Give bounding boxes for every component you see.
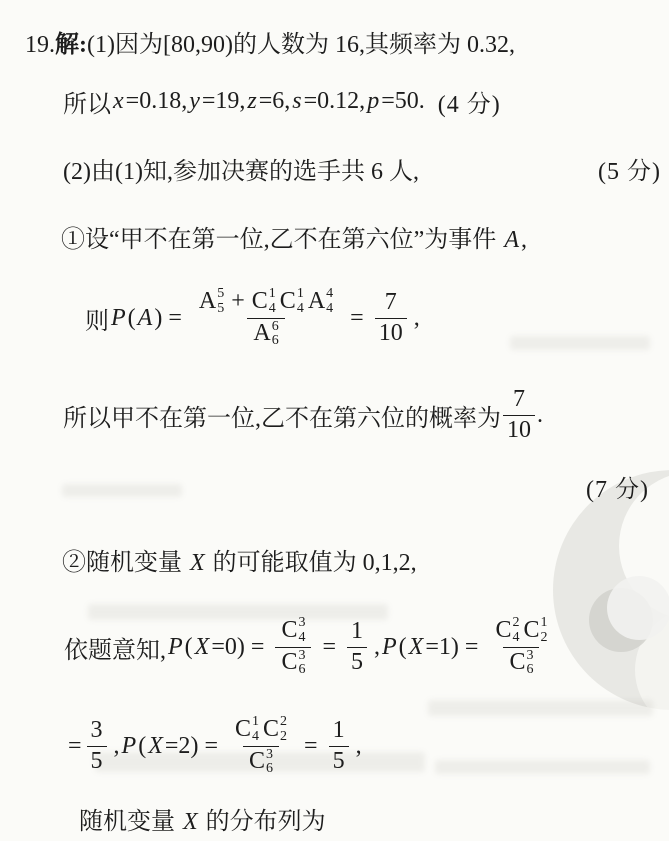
fraction-denominator	[503, 647, 539, 678]
symbol-scripts	[512, 616, 519, 645]
superscript: 1	[252, 714, 259, 730]
combination-symbol	[252, 287, 276, 316]
paren-close: )	[450, 633, 459, 660]
symbol-base: C	[281, 649, 298, 676]
math-variable-A: A	[137, 304, 153, 331]
scan-smudge	[435, 760, 650, 774]
fraction-probability	[503, 386, 535, 444]
combination-symbol	[263, 715, 287, 744]
text-segment: 的分布列为	[199, 809, 326, 835]
value-segment: =0	[211, 633, 237, 660]
math-variable-X: X	[194, 633, 210, 660]
fraction-combinations	[489, 616, 553, 678]
fraction-numerator	[229, 715, 293, 745]
symbol-scripts	[326, 287, 333, 316]
line-part1-reason	[25, 24, 515, 59]
subscript: 4	[268, 300, 276, 316]
symbol-scripts	[297, 287, 304, 316]
paren-close: )	[190, 732, 199, 759]
symbol-scripts	[540, 616, 547, 645]
symbol-scripts	[266, 748, 273, 777]
fraction-numerator	[275, 616, 311, 646]
symbol-base: C	[263, 716, 280, 743]
subscript: 2	[280, 728, 288, 744]
subscript: 6	[526, 662, 534, 678]
superscript: 2	[512, 615, 520, 631]
text-segment: =0.18,	[125, 88, 188, 114]
equals-sign: =	[68, 732, 82, 759]
symbol-scripts	[298, 616, 305, 645]
comma: ,	[113, 732, 120, 759]
combination-symbol	[523, 616, 547, 645]
symbol-scripts	[280, 715, 287, 744]
subscript: 6	[266, 761, 273, 777]
paren-close: )	[236, 633, 245, 660]
score-mark-4: (4 分)	[437, 92, 501, 118]
combination-symbol	[281, 616, 305, 645]
fraction-arrangements	[193, 287, 339, 349]
line-formula-distribution-2	[68, 704, 362, 788]
symbol-base: C	[495, 617, 512, 644]
text-segment: =0.12,	[303, 88, 366, 114]
fraction-result	[375, 289, 407, 347]
symbol-scripts	[269, 287, 276, 316]
fraction-numerator: 7	[384, 288, 397, 315]
equals-sign: =	[322, 633, 336, 660]
superscript: 2	[280, 714, 288, 730]
symbol-base: C	[234, 716, 251, 743]
part2-intro-text: (2)由(1)知,参加决赛的选手共 6 人,	[63, 159, 419, 185]
subscript: 4	[512, 629, 520, 645]
combination-symbol	[495, 616, 519, 645]
combination-symbol	[281, 649, 305, 678]
fraction-denominator: 5	[87, 746, 107, 776]
combination-symbol	[249, 748, 273, 777]
line-event-definition	[61, 219, 527, 254]
math-variable-P: P	[168, 633, 183, 660]
fraction-result	[329, 717, 349, 775]
fraction-combinations	[229, 715, 293, 777]
superscript: 3	[526, 647, 534, 663]
symbol-base: C	[523, 617, 540, 644]
math-variable-p: p	[367, 88, 380, 114]
combination-symbol	[509, 649, 533, 678]
permutation-symbol	[253, 320, 278, 349]
math-variable-P: P	[121, 732, 137, 759]
fraction-numerator: 3	[90, 716, 103, 743]
superscript: 4	[326, 286, 334, 302]
superscript: 3	[266, 746, 273, 762]
symbol-scripts	[217, 287, 224, 316]
text-segment: ②随机变量	[62, 550, 188, 576]
symbol-base: A	[307, 288, 326, 315]
subscript: 4	[296, 300, 304, 316]
comma: ,	[355, 732, 362, 759]
text-segment: ①设“甲不在第一位,乙不在第六位”为事件	[61, 227, 503, 253]
subscript: 6	[271, 333, 279, 349]
superscript: 3	[298, 615, 306, 631]
fraction-result	[87, 717, 107, 775]
text-segment: 所以	[63, 92, 111, 118]
symbol-scripts	[252, 715, 259, 744]
symbol-base: C	[248, 748, 265, 775]
text-segment: 随机变量	[79, 809, 181, 835]
line-part1-conclusion	[63, 84, 501, 119]
comma: ,	[374, 633, 380, 660]
math-variable-X: X	[148, 732, 163, 759]
fraction-denominator: 10	[375, 318, 407, 348]
math-variable-P: P	[111, 304, 126, 331]
superscript: 1	[540, 615, 548, 631]
score-mark-7: (7 分)	[586, 477, 649, 503]
equals-sign: =	[304, 732, 318, 759]
math-variable-z: z	[247, 88, 257, 114]
superscript: 5	[217, 286, 225, 302]
text-segment: =19,	[201, 88, 246, 114]
score-mark-5: (5 分)	[598, 159, 661, 185]
paren-open: (	[398, 633, 407, 660]
line-distribution-table-label	[79, 801, 326, 836]
superscript: 6	[271, 318, 279, 334]
fraction-result	[347, 618, 367, 676]
scan-smudge	[62, 484, 182, 497]
equals-sign: =	[350, 304, 364, 331]
value-segment: =1	[425, 633, 451, 660]
equals-sign: =	[250, 633, 265, 660]
symbol-base: A	[198, 288, 217, 315]
paren-close: )	[154, 304, 163, 331]
fraction-numerator: 7	[513, 385, 525, 412]
math-variable-X: X	[183, 809, 198, 835]
solution-label: 解:	[55, 32, 87, 58]
fraction-denominator	[275, 647, 311, 678]
fraction-numerator	[193, 287, 339, 317]
line-score-7	[586, 469, 649, 504]
paren-open: (	[127, 304, 136, 331]
scan-smudge	[510, 336, 650, 350]
math-variable-s: s	[292, 88, 302, 114]
subscript: 4	[252, 728, 259, 744]
math-variable-X: X	[190, 550, 205, 576]
line-part2-intro	[63, 151, 661, 186]
text-segment: =50.	[381, 88, 425, 114]
problem-number: 19.	[25, 32, 55, 58]
paren-open: (	[184, 633, 193, 660]
text-segment: 依题意知,	[64, 637, 166, 664]
equals-sign: =	[464, 633, 479, 660]
line-formula-distribution-1	[64, 602, 558, 692]
math-variable-P: P	[382, 633, 397, 660]
line-formula-event-probability	[85, 276, 420, 360]
line-x-values	[62, 542, 417, 577]
text-segment: 的可能取值为 0,1,2,	[206, 550, 417, 576]
part1-reason-text: (1)因为[80,90)的人数为 16,其频率为 0.32,	[87, 32, 515, 58]
equals-sign: =	[168, 304, 182, 331]
subscript: 6	[298, 662, 306, 678]
symbol-scripts	[298, 649, 305, 678]
value-segment: =2	[164, 732, 191, 759]
text-segment: 所以甲不在第一位,乙不在第六位的概率为	[63, 405, 501, 432]
symbol-base: C	[279, 288, 296, 315]
superscript: 3	[298, 647, 306, 663]
symbol-scripts	[272, 320, 279, 349]
line-part2-conclusion	[63, 383, 543, 447]
math-variable-x: x	[113, 88, 124, 114]
combination-symbol	[280, 287, 304, 316]
subscript: 4	[298, 629, 306, 645]
subscript: 4	[326, 300, 334, 316]
fraction-denominator: 5	[347, 647, 367, 677]
fraction-numerator: 1	[332, 716, 345, 743]
math-variable-X: X	[408, 633, 424, 660]
subscript: 2	[540, 629, 548, 645]
fraction-denominator	[243, 746, 279, 777]
text-segment: =6,	[258, 88, 291, 114]
superscript: 1	[268, 286, 276, 302]
fraction-numerator	[489, 616, 553, 646]
plus-sign: +	[231, 288, 245, 315]
fraction-denominator: 10	[503, 415, 535, 445]
period: .	[537, 401, 543, 428]
subscript: 5	[217, 300, 225, 316]
text-segment: 则	[85, 308, 109, 335]
combination-symbol	[235, 715, 259, 744]
symbol-base: C	[281, 617, 298, 644]
math-variable-A: A	[504, 227, 519, 253]
symbol-base: C	[509, 649, 526, 676]
fraction-denominator: 5	[329, 746, 349, 776]
superscript: 1	[296, 286, 304, 302]
fraction-numerator: 1	[351, 617, 363, 644]
fraction-combinations	[275, 616, 311, 678]
permutation-symbol	[308, 287, 333, 316]
symbol-base: C	[251, 288, 268, 315]
paren-open: (	[138, 732, 147, 759]
symbol-scripts	[526, 649, 533, 678]
permutation-symbol	[199, 287, 224, 316]
text-segment: ,	[520, 227, 527, 253]
comma: ,	[413, 304, 420, 331]
equals-sign: =	[204, 732, 218, 759]
fraction-denominator	[247, 318, 284, 349]
symbol-base: A	[253, 320, 271, 347]
scan-smudge	[428, 700, 653, 716]
math-variable-y: y	[189, 88, 200, 114]
